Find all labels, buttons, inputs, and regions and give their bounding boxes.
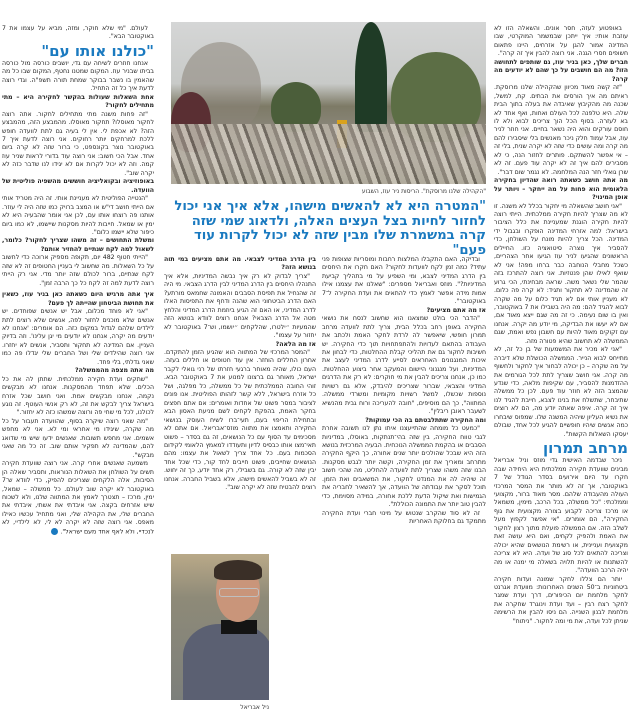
interview-question <box>2 237 154 254</box>
paragraph-text: "הייתי חטוף 482 יום, תקופה מספיק ארוכה כדי לחשוב על כל השאלות. מה שחשוב לי בעניין החטופים זה לא שזה לקח שנתיים, ברור לכולם שזה יותר מדי. אני רק הייתי רוצה לדעת למה זה לקח כל כך הרבה זמן". <box>2 254 154 287</box>
paragraph <box>2 418 154 460</box>
paragraph <box>322 425 486 510</box>
paragraph <box>322 510 486 527</box>
article-column-1 <box>494 25 628 725</box>
paragraph-text: "אני חושב שהשאלה מי יחקור בכלל לא משנה. זו לא מה שצריך להיות חקירה ממלכתית. הייתי רוצה להיות חקירה הוגנת שמעניינת את כלל הציבור בישראל: למה אזרחי המדינה הופקרו ובגבול ידי המדינה. הכל צריך להיות מונח על השולחן, כדי להסביר איך נוצרה סיטואציה כזו. החיילים הראשונים שהגיעו לניר עוז הגיעו אחר הצהריים, כשכל מחבלי הנוחבה כבר ברחו מפה! אני לא שואף לאילו שהן פנטזיות. אני רוצה להתרכז בזה שהמר שלי נשאר משה. שראה מבחינתי, הכי גרוע זה שהמדינה לא תחקור ותגיד: לא קרה פה כלום. לא מעניין אותי אם לא תגיד כלום על מה שקרה לבוא להגיד להם: מה היה בשבילו את 7 באוקטובר, ואין בו שום נעימה. כי זה מה שגם ייצא מאוד אם, אם לא יעשו את הבדיקה, מי יודע מה יקרה. אנחנו עם זקוקים מאוד להיות עם חשבון נפש ואמת, שגם הממשלה לא תחשוב שהיא פטורה מזה. <box>494 202 628 345</box>
paragraph-text: אנחנו חוזרים לשיחה עם גדי, יושבים כורסה מול כורסה בביתו שבניר עוז. המקום שמטנו נחטף, המקום שבו כל מה שהאמין בו נשבר בבוקר שמחת תורה תשפ"ה. וגדי רוצה לדעת איך כל זה התחיל. <box>2 59 154 93</box>
paragraph-text: "שתקים ועדת חקירה ממלכתית. שתתן לה את כל הכלים. שלא תפחד מהמסקנות. אנחנו לא מבקשים נקמה, אנחנו מבקשים אמת. ואני חושב שכל אזרח בישראל צריך לבקש את זה, לא רק אנשי העוטף. זה נוגע לכולנו, לכל מי שחי פה ורוצה שמשהו כזה לא יחזור." <box>2 375 154 417</box>
paragraph-text: באופטוע לעזה, חסר אונים. והשאלה הזו לא עוזבת אותי: איך ייתכן שבמשמר המוקרטי, שבו המדינה אמור להגן על אזרחים, היינו פתאום חשופים חסרי הגנה. אני רוצה להבין איך זה קרה". <box>494 25 628 58</box>
paragraph <box>2 376 154 418</box>
paragraph-text: "המסר המרכזי של המתווה הוא שהגיע הזמן להתקדם. אחרון החללים הוחזר. אין עוד חטופים או חללים בעזה. העם כולו, שהיה מאוחר ברגעי חזרתו של רני גואלי לקבר ישראל, מאוחר גם ברצונו למנוע את 7 באוקטובר הבא. זוהי החובה הממלכתית של כל ממשלה, כל מפלגה, ושל כל אזרח בישראל, ללא קשר לזהותו הפוליטית. אנו פונים לציבור במסר פשוט של אחדות ואומרים: אם אתם חפצים בחקר האמת, בהפקת לקחים לשם מניעת האסון הבא ובתחילת הריפוי בעם, תעי־ברו לשיח העוסק בנושאי החקירה ותאמצו את מתווה מוזס־אבריאל. אם אתם לא מסכימים עד הסוף עם כל הנושאים, זה גם בסדר – פשוט תאי־מצו אותו כבסיס לדיון ותעודדו למאמץ הלאומי לקידום הסכמות בעם. כל אחד צריך לשאול את עצמו: מהם הנושאים שחייבים, פשוט חייבים לחד קור, כדי שכל אחד יבין שזה לא קורה. גם בשבילי, רק אחד יודע, כך זה יחוש. זה לא בשביל להאשים מישהו, אלא בשביל החברה. אנחנו רוצים להבטיח שזה לא יקרה שוב". <box>164 348 316 492</box>
interview-question <box>2 291 154 308</box>
paragraph-text: ובדיקה, האם התקבלו המלצות רחבות ומוסריות שצופות פני עתיד? כמה זמן לקח לוועדות לחקור? האם חקרו את היחסים בין הדרג המדיני לצבא, ומי השפיע על מי בתהליך קביעת המדיניות?". מוזס ואבריאל מספרים: "שאלנו את עצמנו אילו אמות מידה אפשר לאמץ כדי להתאים את ועדת החקירה ל־7 באוקטובר". <box>322 256 486 306</box>
paragraph <box>494 84 628 177</box>
paragraph-text: מרחב תמרון <box>543 439 628 458</box>
paragraph-text: אחת השאלות שעולות בהקשר לחקירה היא – מתי מתחילים לחקור? <box>2 93 154 110</box>
paragraph-text: "זה קשה מאוד מכיוון שהקהילה שלנו מרוסקת. ראיתם מה איך הורסים את הבתים. קח, למשל, שכנה מה מהקיבוץ שאיבדה את בעלה בתוך הבית שלה. היא טלפנה לכל העולם ואחות, ואף אחד לא בא לעזרה. בסוף הכל הוך צריכים לבוא ולא לו חוסם עורקים והוא היה נשאר בחיים. אני חוזר לניר עוז, אבל עמוד חלק ניכר מאנשים בלי שיסבירו להם מה קרה ומה עושים כדי שזה לא יקרה שנית, בלי זה – אי אפשר להשתקם. פותרים לחזור הנה, כי לא מסבירים להם איך זה לא יקרה עוד פעם. זה לא שרן גואלי חזר הנה המלחמה. לא נגמר שום דבר". <box>494 84 628 176</box>
paragraph-text: "אני לא פוחד מכלום, אבל יש אנשים שפוחדים. יש אנשים שלא מוכנים לחזור לפה, אנשים שלא רוצים לתת לילדים שלהם לגדול במקום כזה. הם אומרים: 'אנחנו לא יודעים מה יקרה, אנחנו לא יודעים מי יגן עלינו'. וזה בדיוק העניין. אם המדינה לא תחקור ותסביר, אנשים לא יחזרו. אני רוצה שהילדים שלי ושל החברים שלי יגדלו פה כמו שאני גדלתי, בלי פחד. <box>2 308 154 366</box>
paragraph <box>2 460 154 537</box>
paragraph-text: "זה פחות משנה מתי מתחילים לחקור. אתה רוצה לחקור מאוסלו? תחקור מאוסלו. מהמבצע הזה, מהמבצע הזה? לא אכפת לי. אין לי בעיה גם לתת לוועדה חופש ללכת למרחקים יותר רחוקים. אני רוצה לדעת איך 7 באוקטובר נוצר בקונספט, כי ברור שזה לא קרה ביום אחד. אבל הכי חשוב: אני רוצה עוד בדורי לראות שניר עוז קמה. וזה לא יכול לקרות אם לא יגידו לנו שדבר כזה לא יקרה שוב". <box>2 110 154 177</box>
paragraph-text: אז מה הלאה? <box>275 340 316 348</box>
paragraph <box>164 349 316 493</box>
portrait-caption: ניל אבריאל <box>240 704 269 711</box>
photo-caption: "הקהילה שלנו מרוסקת". הריסות ניר עוז, השבוע <box>361 188 486 195</box>
interview-question <box>494 59 628 84</box>
paragraph <box>494 25 628 59</box>
article-column-2 <box>322 256 486 696</box>
interview-question <box>322 307 486 315</box>
paragraph-text: חברים שלך, כאן בניר עוז, גם שותפים לתחושה הזו? מה הם חושבים על כך שהם לא יודעים מה קרה? <box>494 58 628 83</box>
interview-question <box>322 417 486 425</box>
paragraph <box>494 576 628 627</box>
paragraph-text: "אני לא מכיר את המשמעות של בן כל זה, לא מתייחס לבוא הנייר. הממשלה הכושלת שלא דיברה על מה שקרה – כן יכולה לבחור איך לחקור ולחשוף מה קרה. אני חושב שצריך לתת לכל הגורמים את ההזדמנות להסביר, עם שקיפות מלאה, כדי שנדע שהמצב הזה לא חוזר עוד פעם. לכן כל ממשלה שתיבחר, שתשלח את בנינו לצבא, חייבת להגיד לנו איך זה קרה. איפה שאתה יודע מה, הם לא רוצים את נשיא העליון שיהיה המשנה שלו. שמפוס שיבחרו כמה אנשים שיהיו חופשיים להגיע לכל אחד, שבולם יעסקו השאלות הקשות". <box>494 346 628 438</box>
interview-question <box>2 367 154 375</box>
paragraph-text: "כולנו אותו עם" <box>41 41 154 60</box>
paragraph-text: "כמעט כל מומחה שהתייעצנו איתו נתן לנו תשובה אחרת לגבי טווח החקירה, בין שזה בהי־תנתקות, באוסלו, במדיניות הסבבים או בהקמת הממשלה הנוכחית. הבעיה המרכזית בנושא הזה היא שבכל שהולכים יותר שנים אחורה, כך היקף החקירה מתרחב ומאריך את זמן החקירה, וקשה יותר לגבש מסקנות. הבנו שזה משהו שצריך לתת לוועדה להחליט, מה שהכי חשוב זה שיהיה לה את המנדט לחקור, את המשאבים ואת הזמן. תוכל לסקר את עבודתה של הוועדה, אך להשאיר לחבריה את הגמישות ואת שיקול הדעת ללכת אחורה, במידה מסוימת, כדי להבין טוב יותר את התמונה הכוללת". <box>322 425 486 509</box>
paragraph-text: יותר הם צללו לחקר שמונה ועדות חקירה ביטחוניות ב־50 השנים האחרונות: מוועדת אגרנט לחקר מלחמת יום הכיפורים, דרך ועדת שמגר לחקר רצח רבין – ועד ועדת וינוגרד שחקרה את מלחמת לבנון השנייה. הם ניסו להבין את הרשימה שניתן לכל ועדה, את מי ומה לחקור. "ניתוח" <box>494 575 628 625</box>
paragraph-text: זה לא סוד שהקרב שנטוש על מינוי חברי ועדת החקירה מתמקד גם בחלוקת האחריות <box>322 509 486 526</box>
paragraph-text: אז מה אתם מציעים? <box>426 306 486 314</box>
paragraph-text: ניכר שבדמה האישית גדי מוזס וניל אבריאל מבינים שוועדת חקירה ממלכתית היא היחידה שבה חקרו עד היום אירועים בסדר הגודל של 7 באוקטובר, אך זה לא מותר את המסר המרכזי העולה מהעבודה שלהם. מסר מאוד ברור, מקצועי וממלכתי: "כל ממשלה, בכל הרכב, מימין, משמאל או מרכז צריכה לקבוע בצורה מקצועית את גוף החקירה", הם אומרים. "אי אפשר לקפוץ מעל לשלב הזה. אם הממשלה פועלת מתוך רצון לחקור את האמת ולהפיק לקחים, ואם היא עושה זאת מקצועית ועניינית, או רשימת הנושאים שהיא יכולה וצריכה להתאים לכל סוג של ועדה. היא לא צריכה להשתנות או להיות תלויה בשאלה מי ימנה או מה יהיה הרכב הוועדה". <box>494 457 628 575</box>
interview-question <box>494 177 628 202</box>
paragraph <box>2 25 154 42</box>
paragraph <box>494 346 628 439</box>
subheading <box>494 439 628 457</box>
paragraph <box>494 203 628 347</box>
paragraph-text: "הדבר הכי בולט שמצאנו הוא שחשוב לנסח את נושאי החקירה באופן רחב בכלל הבית, צריך לתת לוועדה מרחב תמרון חופשי, שיאפשר לה לרדת לחקר האמת ולכתב את העבודה בהתאם לעדויות ולהתפתחויות תוך כדי החקירה. יש חשיבות לחקור גם את תהליכי קבלת ההחלטות, כדי לבחון את איכות המנגנונים האחראים לסייע לדרג המדיני לעצב את המדיניות, ועל מנגנוני היישום והמעקב אחר ביצוע ההחלטות. כמו כן, אנחנו צריכים להבין את מי חוקרים: לא רק את הדרגים המדיני והצבאי, שברור שצריכים להיבדק, אלא גם רשויות נוספות שכשלו, למשל רשויות מקומיות ומשרדי ממשלה. המתווה", כך הם מוסיפים, "חובה להעריכה ורוח גבית מהנשיא לשעבר ראובן ריבלין". <box>322 315 486 416</box>
paragraph <box>2 195 154 237</box>
paragraph-text: לעולם. "מי שלא חוקר, ומזה, מביא על עצמו את 7 באוקטובר הבא". <box>2 25 154 41</box>
interview-question <box>2 94 154 111</box>
paragraph-text: מה אתה מצפה מהממשלה? <box>75 367 154 375</box>
paragraph <box>494 457 628 575</box>
paragraph <box>322 256 486 307</box>
paragraph <box>2 60 154 94</box>
interview-question <box>164 341 316 349</box>
interview-question <box>2 178 154 195</box>
rubble <box>171 124 486 184</box>
paragraph-text: איך אתה מרגיש היום כשאתה כאן בניר עוז, כשאין את תחושת הביטחון שהייתה לך פעם? <box>2 291 154 307</box>
subheading <box>2 42 154 60</box>
paragraph-text: ומה החקירה שתתלבטתם בה הכי עמוקות? <box>365 416 486 424</box>
article-column-4 <box>2 25 154 725</box>
paragraph <box>164 273 316 341</box>
paragraph-text: באופוזיציה ובקואליציה חוששים מהשפיה פוליטית של הוועדה. <box>2 178 154 194</box>
paragraph-text: ומשלת התחושים – זה משהו שצריך לחקור? כלומר, לשאול למה לקח שנתיים להחזיר אותם? <box>2 237 154 253</box>
paragraph-text: בין הדרג המדיני לצבאי. מה אתם מציעים במי תוה בנושא הזה? <box>164 256 316 272</box>
pull-quote: "המטרה היא לא להאשים מישהו, אלא איך אני יכול לחזור לחיות בצל העצים האלה, ולדאוג שמי שזה קרה במשמרת שלו מבין שזה לא יכול לקרות עוד פעם" <box>174 199 486 258</box>
portrait-photo <box>171 554 269 700</box>
paragraph-text: "הנטייה הפוליטית לא מעניינת אותי. זה היה מטריד אותי אם הייתי חושב די"ש או המצב ברויק כמו שזה היה לי עוזר. אותנו פה רוצחו אותו עם, לכן אני אומר שהבעיה היא לא ימין או שמאל. חייבות להיות מסקנות שיישמו, לא כמו ביום כיפור שלא יישמו כלום". <box>2 195 154 236</box>
paragraph-text: "מה שאני רוצה שיקרה בסוף, שהוועדה תעבור על כל מה שקרה, שיגידו מי אחראי ומי לא. אני לא מחפש אשמים. אני מחפש תשובות. שאנשים ידעו שיש מי שדואג להם, שהמדינה לא תפקיר אותם שוב. זה כל מה שאני מבקש". <box>2 417 154 459</box>
paragraph-text: מה אתה חושב כשאתה רואה שהדיון בחקירה הלאומית הוא פחות על מה ייחקר – ויותר על אופן המינוי? <box>494 177 628 202</box>
paragraph <box>2 111 154 179</box>
end-mark-icon <box>51 528 58 535</box>
article-column-3 <box>164 256 316 531</box>
demolition-photo <box>171 22 486 184</box>
paragraph-text: "צריך לבדוק לא רק איך נבשה המדיניות, אלא איך התנהלו היחסים בין הדרג המדיני לבין הדרג הצבאי. מי היה זה שהנחיל את תפיסת הסבבים והאמונה שחמאס מורתע? האם הדרג הביטחוני הוא שהנה ודחף את התפיסות האלו לדרג המדיני, או האם זה הגיע ביוזמת הדרג המדיני והלחץ מטה אל הדרג הצבאי? אנחנו רוצים לוודא בנושא הזה שהמעיות ״ילטרו, שהלקחים ״יושמו, וש־7 באוקטובר לא יחזור על עצמו". <box>164 272 316 340</box>
interview-question <box>164 256 316 273</box>
paragraph <box>2 308 154 367</box>
paragraph <box>322 315 486 416</box>
paragraph-text: משמעה שאנשים אחרי קרה. אני רוצה שוועדת חקירה תשים על השולחן את השאלות הנוראות, ותסביר שאלה הן הסיבות, אלה הלקחים שצריכים להפיק, כדי לוודא ש־7 באוקטובר לא יקרה שוב לעולם. כל ממשלה – שמאל, ימין, מרכז – תצטרך לאמץ את המתווה שלנו, ולא לשכוח שיש אזרחים בקצה. אני איבדתי את אשתי, איבדתי את החברים שלי, את הקהילה שלי, ואני מתחיל עכשיו כאילו מאפס. אני רוצה שזה לא יקרה לא לי, לא לילדיי, לא לנכדיי, ולא לאף אחד מעם ישראל". <box>2 460 154 536</box>
paragraph <box>2 254 154 288</box>
